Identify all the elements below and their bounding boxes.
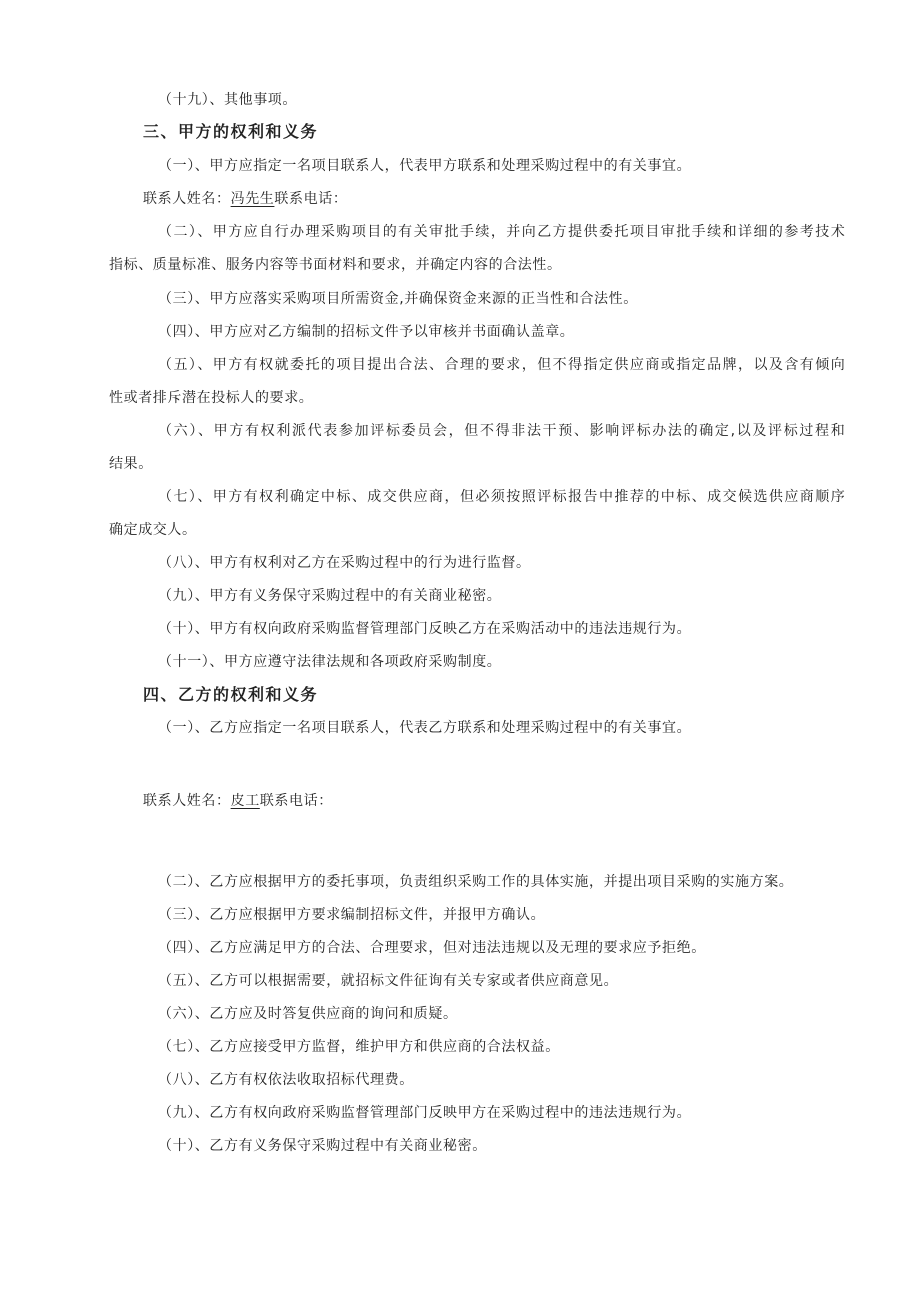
item-19: （十九）、其他事项。 [158, 92, 297, 108]
s3-item-4: （四）、甲方应对乙方编制的招标文件予以审核并书面确认盖章。 [158, 324, 575, 340]
s4-item-1: （一）、乙方应指定一名项目联系人，代表乙方联系和处理采购过程中的有关事宜。 [158, 720, 692, 736]
s4-item-4: （四）、乙方应满足甲方的合法、合理要求，但对违法违规以及无理的要求应予拒绝。 [158, 940, 706, 956]
s4-contact-phone-label: 联系电话： [259, 793, 333, 809]
s3-item-2-line-2: 指标、质量标准、服务内容等书面材料和要求，并确定内容的合法性。 [109, 257, 562, 273]
s3-item-5-line-2: 性或者排斥潜在投标人的要求。 [109, 390, 314, 406]
s3-item-9: （九）、甲方有义务保守采购过程中的有关商业秘密。 [158, 588, 502, 604]
s3-item-1: （一）、甲方应指定一名项目联系人，代表甲方联系和处理采购过程中的有关事宜。 [158, 158, 692, 174]
s4-item-7: （七）、乙方应接受甲方监督，维护甲方和供应商的合法权益。 [158, 1039, 560, 1055]
s3-contact-line [143, 190, 347, 208]
s3-item-6-line-2: 结果。 [109, 456, 153, 472]
s3-item-2-line-1: （二）、甲方应自行办理采购项目的有关审批手续，并向乙方提供委托项目审批手续和详细的参考技术 [158, 224, 845, 240]
s4-contact-label: 联系人姓名： [143, 793, 231, 809]
s4-item-5: （五）、乙方可以根据需要，就招标文件征询有关专家或者供应商意见。 [158, 973, 619, 989]
s4-item-2: （二）、乙方应根据甲方的委托事项，负责组织采购工作的具体实施，并提出项目采购的实施方案。 [158, 874, 794, 890]
s3-contact-phone-label: 联系电话： [274, 191, 348, 207]
s3-contact-name: 冯先生 [230, 191, 275, 207]
s4-contact-name: 皮工 [230, 793, 260, 809]
s3-item-8: （八）、甲方有权利对乙方在采购过程中的行为进行监督。 [158, 555, 531, 571]
s3-item-11: （十一）、甲方应遵守法律法规和各项政府采购制度。 [158, 654, 502, 670]
s3-item-5-line-1: （五）、甲方有权就委托的项目提出合法、合理的要求，但不得指定供应商或指定品牌，以及含有倾向 [158, 357, 845, 373]
s4-item-9: （九）、乙方有权向政府采购监督管理部门反映甲方在采购过程中的违法违规行为。 [158, 1105, 692, 1121]
s4-contact-line [143, 792, 333, 810]
s3-item-6-line-1: （六）、甲方有权利派代表参加评标委员会，但不得非法干预、影响评标办法的确定,以及评标过程和 [158, 423, 845, 439]
section-4-heading: 四、乙方的权利和义务 [143, 685, 319, 704]
s3-contact-label: 联系人姓名： [143, 191, 231, 207]
s4-item-6: （六）、乙方应及时答复供应商的询问和质疑。 [158, 1006, 458, 1022]
section-3-heading: 三、甲方的权利和义务 [143, 122, 319, 141]
s3-item-7-line-2: 确定成交人。 [109, 522, 197, 538]
s3-item-3: （三）、甲方应落实采购项目所需资金,并确保资金来源的正当性和合法性。 [158, 291, 638, 307]
s4-item-10: （十）、乙方有义务保守采购过程中有关商业秘密。 [158, 1138, 487, 1154]
s3-item-10: （十）、甲方有权向政府采购监督管理部门反映乙方在采购活动中的违法违规行为。 [158, 621, 692, 637]
s3-item-7-line-1: （七）、甲方有权利确定中标、成交供应商，但必须按照评标报告中推荐的中标、成交候选供应商顺序 [158, 489, 845, 505]
s4-item-8: （八）、乙方有权依法收取招标代理费。 [158, 1072, 414, 1088]
s4-item-3: （三）、乙方应根据甲方要求编制招标文件，并报甲方确认。 [158, 907, 546, 923]
